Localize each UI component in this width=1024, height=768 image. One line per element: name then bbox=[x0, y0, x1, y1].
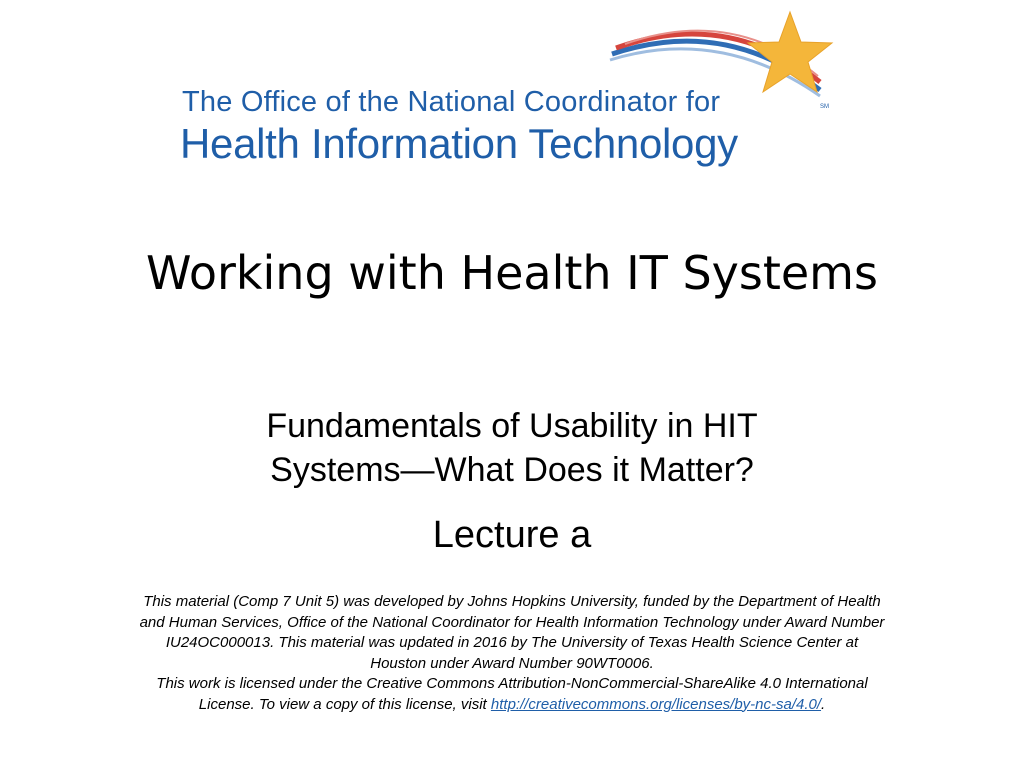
subtitle-line-1: Fundamentals of Usability in HIT bbox=[266, 407, 758, 445]
subtitle-line-2: Systems—What Does it Matter? bbox=[270, 451, 754, 489]
slide-title: Working with Health IT Systems bbox=[146, 246, 878, 300]
footer-line-3: IU24OC000013. This material was updated in 2016 by The University of Texas Health Science Center at bbox=[165, 634, 859, 651]
service-mark: SM bbox=[820, 104, 829, 110]
footer-line-4: Houston under Award Number 90WT0006. bbox=[370, 654, 654, 672]
lecture-label: Lecture a bbox=[432, 514, 592, 556]
logo-line-2: Health Information Technology bbox=[180, 120, 738, 167]
footer-line-6 bbox=[70, 695, 954, 716]
slide-subtitle bbox=[0, 404, 1024, 492]
footer-line-6-suffix: . bbox=[821, 695, 826, 713]
footer-line-6-prefix: License. To view a copy of this license, visit bbox=[198, 695, 491, 713]
logo-line-1: The Office of the National Coordinator for bbox=[182, 86, 721, 118]
footer-line-2: and Human Services, Office of the National Coordinator for Health Information Technology under Award Number bbox=[139, 613, 885, 631]
onc-logo bbox=[180, 8, 850, 178]
footer-line-1: This material (Comp 7 Unit 5) was developed by Johns Hopkins University, funded by the Department of Health bbox=[143, 593, 881, 610]
license-link[interactable]: http://creativecommons.org/licenses/by-nc-sa/4.0/ bbox=[490, 695, 822, 713]
license-footer bbox=[70, 592, 954, 715]
footer-line-5: This work is licensed under the Creative Commons Attribution-NonCommercial-ShareAlike 4.0 International bbox=[156, 675, 868, 692]
